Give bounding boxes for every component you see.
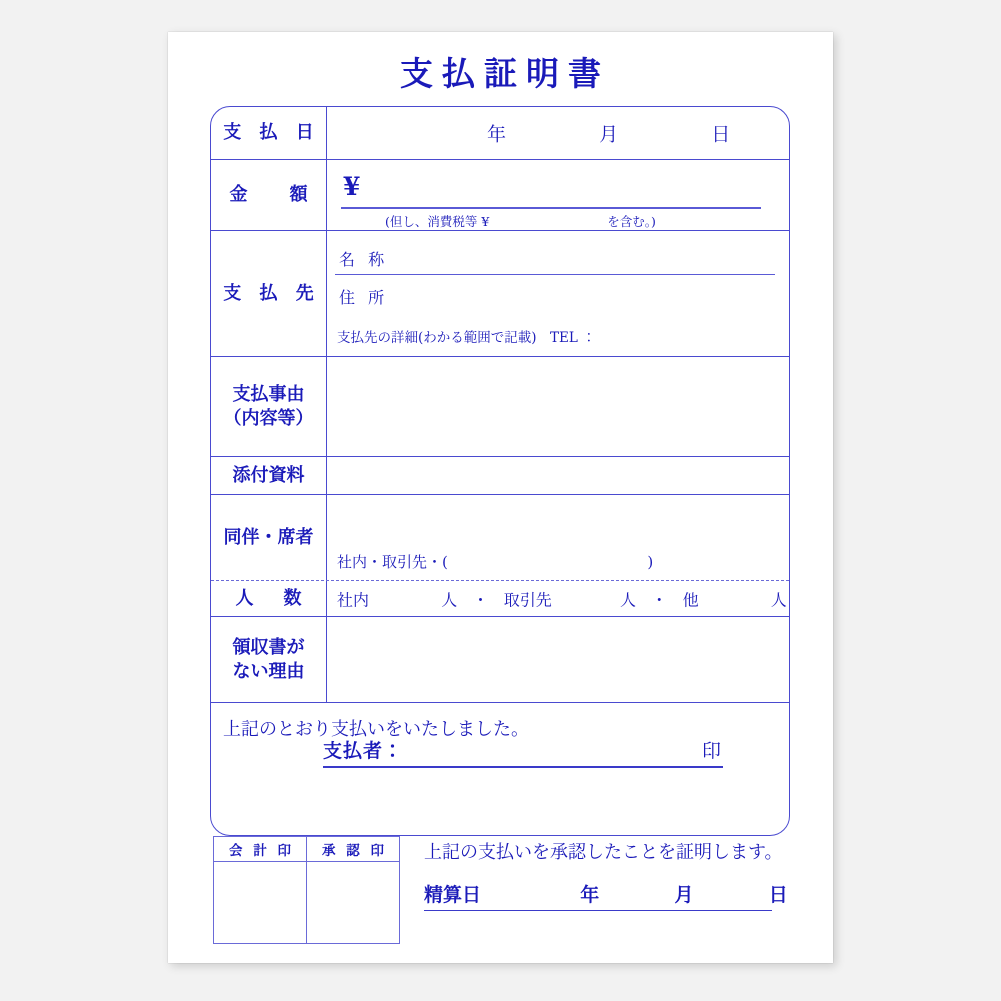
seal-label: 印	[701, 740, 721, 762]
field-attachments[interactable]	[327, 457, 789, 494]
settlement-month: 月	[674, 884, 694, 906]
payee-detail-label: 支払先の詳細(わかる範囲で記載) TEL ：	[337, 330, 596, 346]
stamp-cell-accounting[interactable]	[214, 837, 307, 943]
amount-input-line[interactable]	[341, 207, 761, 209]
payment-date-month: 月	[599, 123, 620, 146]
row-no-receipt-reason	[211, 617, 789, 703]
headcount-fields	[337, 587, 787, 610]
payee-name-label: 名 称	[339, 250, 389, 269]
approval-statement: 上記の支払いを承認したことを証明します。	[424, 842, 783, 863]
label-payment-date: 支 払 日	[211, 107, 327, 159]
field-headcount[interactable]	[327, 581, 789, 616]
payment-certificate-table	[210, 106, 790, 836]
paper-sheet	[168, 32, 833, 963]
payment-date-fields	[487, 120, 731, 147]
headcount-unit-3: 人	[770, 590, 787, 609]
label-attachments: 添付資料	[211, 457, 327, 494]
label-no-receipt-reason	[211, 617, 327, 702]
page-title: 支払証明書	[400, 54, 610, 93]
label-no-receipt-line2: ない理由	[232, 660, 305, 682]
settlement-date-line[interactable]	[424, 884, 788, 911]
settlement-year: 年	[580, 884, 600, 906]
settlement-label: 精算日	[424, 884, 482, 906]
label-amount: 金 額	[211, 160, 327, 230]
field-no-receipt-reason[interactable]	[327, 617, 789, 702]
payer-label: 支払者：	[323, 740, 404, 762]
stamp-cell-approval[interactable]	[307, 837, 399, 943]
headcount-client-label: 取引先	[503, 590, 552, 609]
payment-date-day: 日	[711, 123, 732, 146]
declaration-statement: 上記のとおり支払いをいたしました。	[223, 719, 529, 740]
label-no-receipt-line1: 領収書が	[232, 637, 305, 659]
label-payment-reason-line1: 支払事由	[232, 384, 305, 406]
label-headcount: 人 数	[211, 581, 327, 616]
companions-options-text: 社内・取引先・(	[337, 553, 448, 571]
field-companions[interactable]	[327, 495, 789, 580]
field-payment-date[interactable]	[327, 107, 789, 159]
payee-name-input-line[interactable]	[335, 274, 775, 275]
headcount-unit-1: 人	[441, 590, 458, 609]
row-headcount	[211, 581, 789, 617]
payee-address-label: 住 所	[339, 288, 389, 307]
headcount-unit-2: 人	[620, 590, 637, 609]
tax-note-suffix: を含む。)	[607, 214, 656, 229]
label-payment-reason	[211, 357, 327, 456]
stamp-box	[213, 836, 400, 944]
label-payment-reason-line2: （内容等）	[223, 407, 314, 429]
row-payee	[211, 231, 789, 357]
headcount-internal-label: 社内	[337, 590, 370, 609]
label-payee: 支 払 先	[211, 231, 327, 356]
stamp-header-approval: 承 認 印	[307, 837, 399, 862]
row-attachments	[211, 457, 789, 495]
row-companions	[211, 495, 789, 581]
stamp-header-accounting: 会 計 印	[214, 837, 306, 862]
payer-signature-line[interactable]	[323, 740, 723, 768]
label-companions: 同伴・席者	[211, 495, 327, 580]
tax-note-prefix: (但し、消費税等 ¥	[385, 214, 490, 229]
row-payment-date	[211, 107, 789, 160]
field-amount[interactable]	[327, 160, 789, 230]
companions-options-close: )	[647, 553, 654, 571]
headcount-separator-1: ・	[472, 590, 489, 609]
settlement-date-fields	[424, 880, 788, 907]
field-payment-reason[interactable]	[327, 357, 789, 456]
yen-symbol: ¥	[343, 172, 361, 201]
tax-inclusive-note	[385, 212, 656, 230]
headcount-separator-2: ・	[651, 590, 668, 609]
row-amount	[211, 160, 789, 231]
payment-date-year: 年	[487, 123, 508, 146]
field-payee[interactable]	[327, 231, 789, 356]
settlement-day: 日	[768, 884, 788, 906]
row-declaration	[211, 703, 789, 835]
companions-options	[337, 551, 653, 572]
row-payment-reason	[211, 357, 789, 457]
headcount-other-label: 他	[682, 590, 699, 609]
